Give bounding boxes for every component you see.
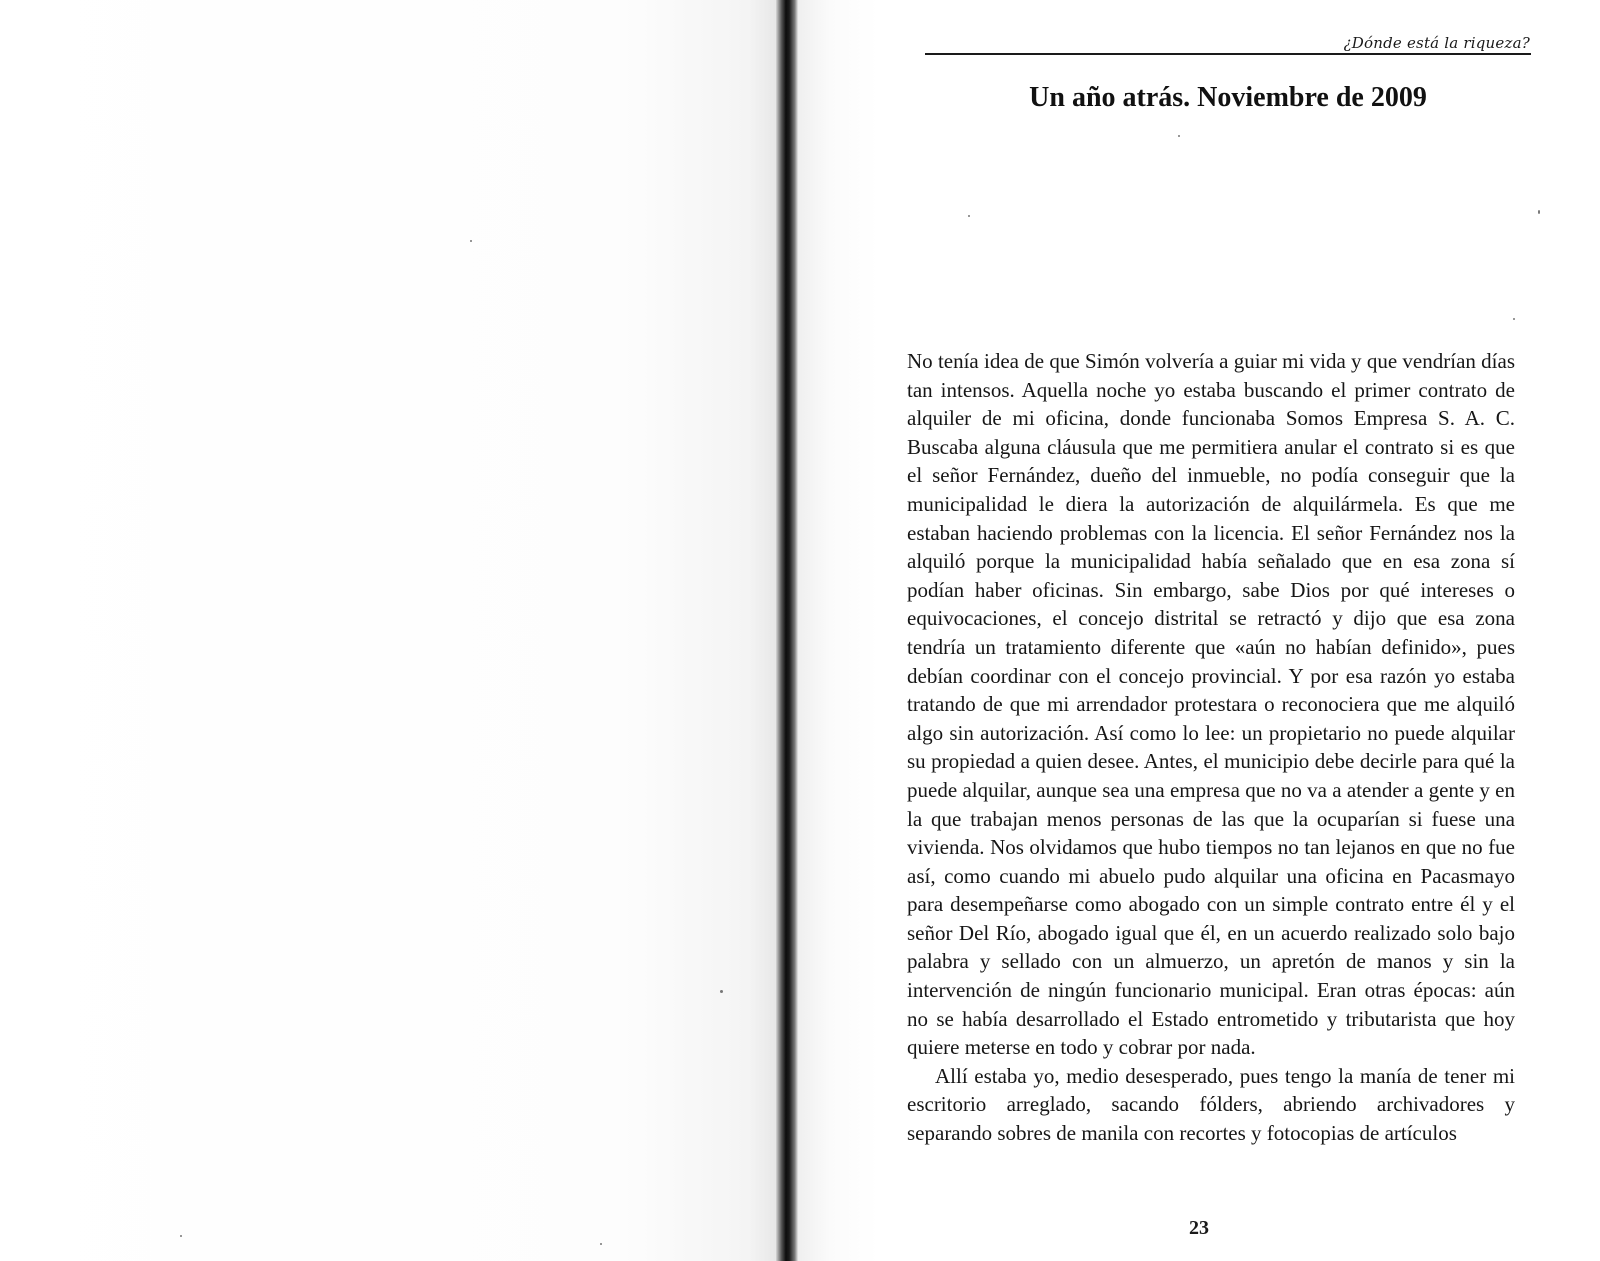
body-text (907, 347, 1515, 1148)
scan-speck (180, 1235, 182, 1237)
scan-speck (720, 990, 723, 993)
scan-speck (600, 1243, 602, 1245)
running-head: ¿Dónde está la riqueza? (1343, 34, 1530, 52)
chapter-title: Un año atrás. Noviembre de 2009 (1029, 82, 1427, 113)
paragraph-2: Allí estaba yo, medio desesperado, pues tengo la manía de tener mi escritorio arreglado, sacando fólders, abriendo archivadores y separando sobres de manila con recortes y fotocopias de artículos (907, 1063, 1515, 1146)
page-number: 23 (1189, 1217, 1209, 1239)
scan-speck (1538, 210, 1540, 214)
scan-speck (968, 215, 970, 217)
book-gutter (776, 0, 798, 1261)
scan-speck (470, 240, 472, 242)
left-page-blank (0, 0, 780, 1261)
scan-speck (1178, 135, 1180, 137)
scan-speck (1513, 318, 1515, 320)
header-rule (925, 53, 1531, 55)
paragraph-1: No tenía idea de que Simón volvería a guiar mi vida y que vendrían días tan intensos. Aquella noche yo estaba buscando el primer contrato de alquiler de mi oficina, donde funcionaba Somos Empresa S. A. C. Buscaba alguna cláusula que me permitiera anular el contrato si es que el señor Fernández, dueño del inmueble, no podía conseguir que la municipalidad le diera la autorización de alquilármela. Es que me estaban haciendo problemas con la licencia. El señor Fernández nos la alquiló porque la municipalidad había señalado que en esa zona sí podían haber oficinas. Sin embargo, sabe Dios por qué intereses o equivocaciones, el concejo distrital se retractó y dijo que esa zona tendría un tratamiento diferente que «aún no habían definido», pues debían coordinar con el concejo provincial. Y por esa razón yo estaba tratando de que mi arrendador protestara o reconociera que me alquiló algo sin autorización. Así como lo lee: un propietario no puede alquilar su propiedad a quien desee. Antes, el municipio debe decirle para qué la puede alquilar, aunque sea una empresa que no va a atender a gente y en la que trabajan menos personas de las que la ocuparían si fuese una vivienda. Nos olvidamos que hubo tiempos no tan lejanos en que no fue así, como cuando mi abuelo pudo alquilar una oficina en Pacasmayo para desempeñarse como abogado con un simple contrato entre él y el señor Del Río, abogado igual que él, en un acuerdo realizado solo bajo palabra y sellado con un almuerzo, un apretón de manos y sin la intervención de ningún funcionario municipal. Eran otras épocas: aún no se había desarrollado el Estado entrometido y tributarista que hoy quiere meterse en todo y cobrar por nada. (907, 349, 1515, 1060)
